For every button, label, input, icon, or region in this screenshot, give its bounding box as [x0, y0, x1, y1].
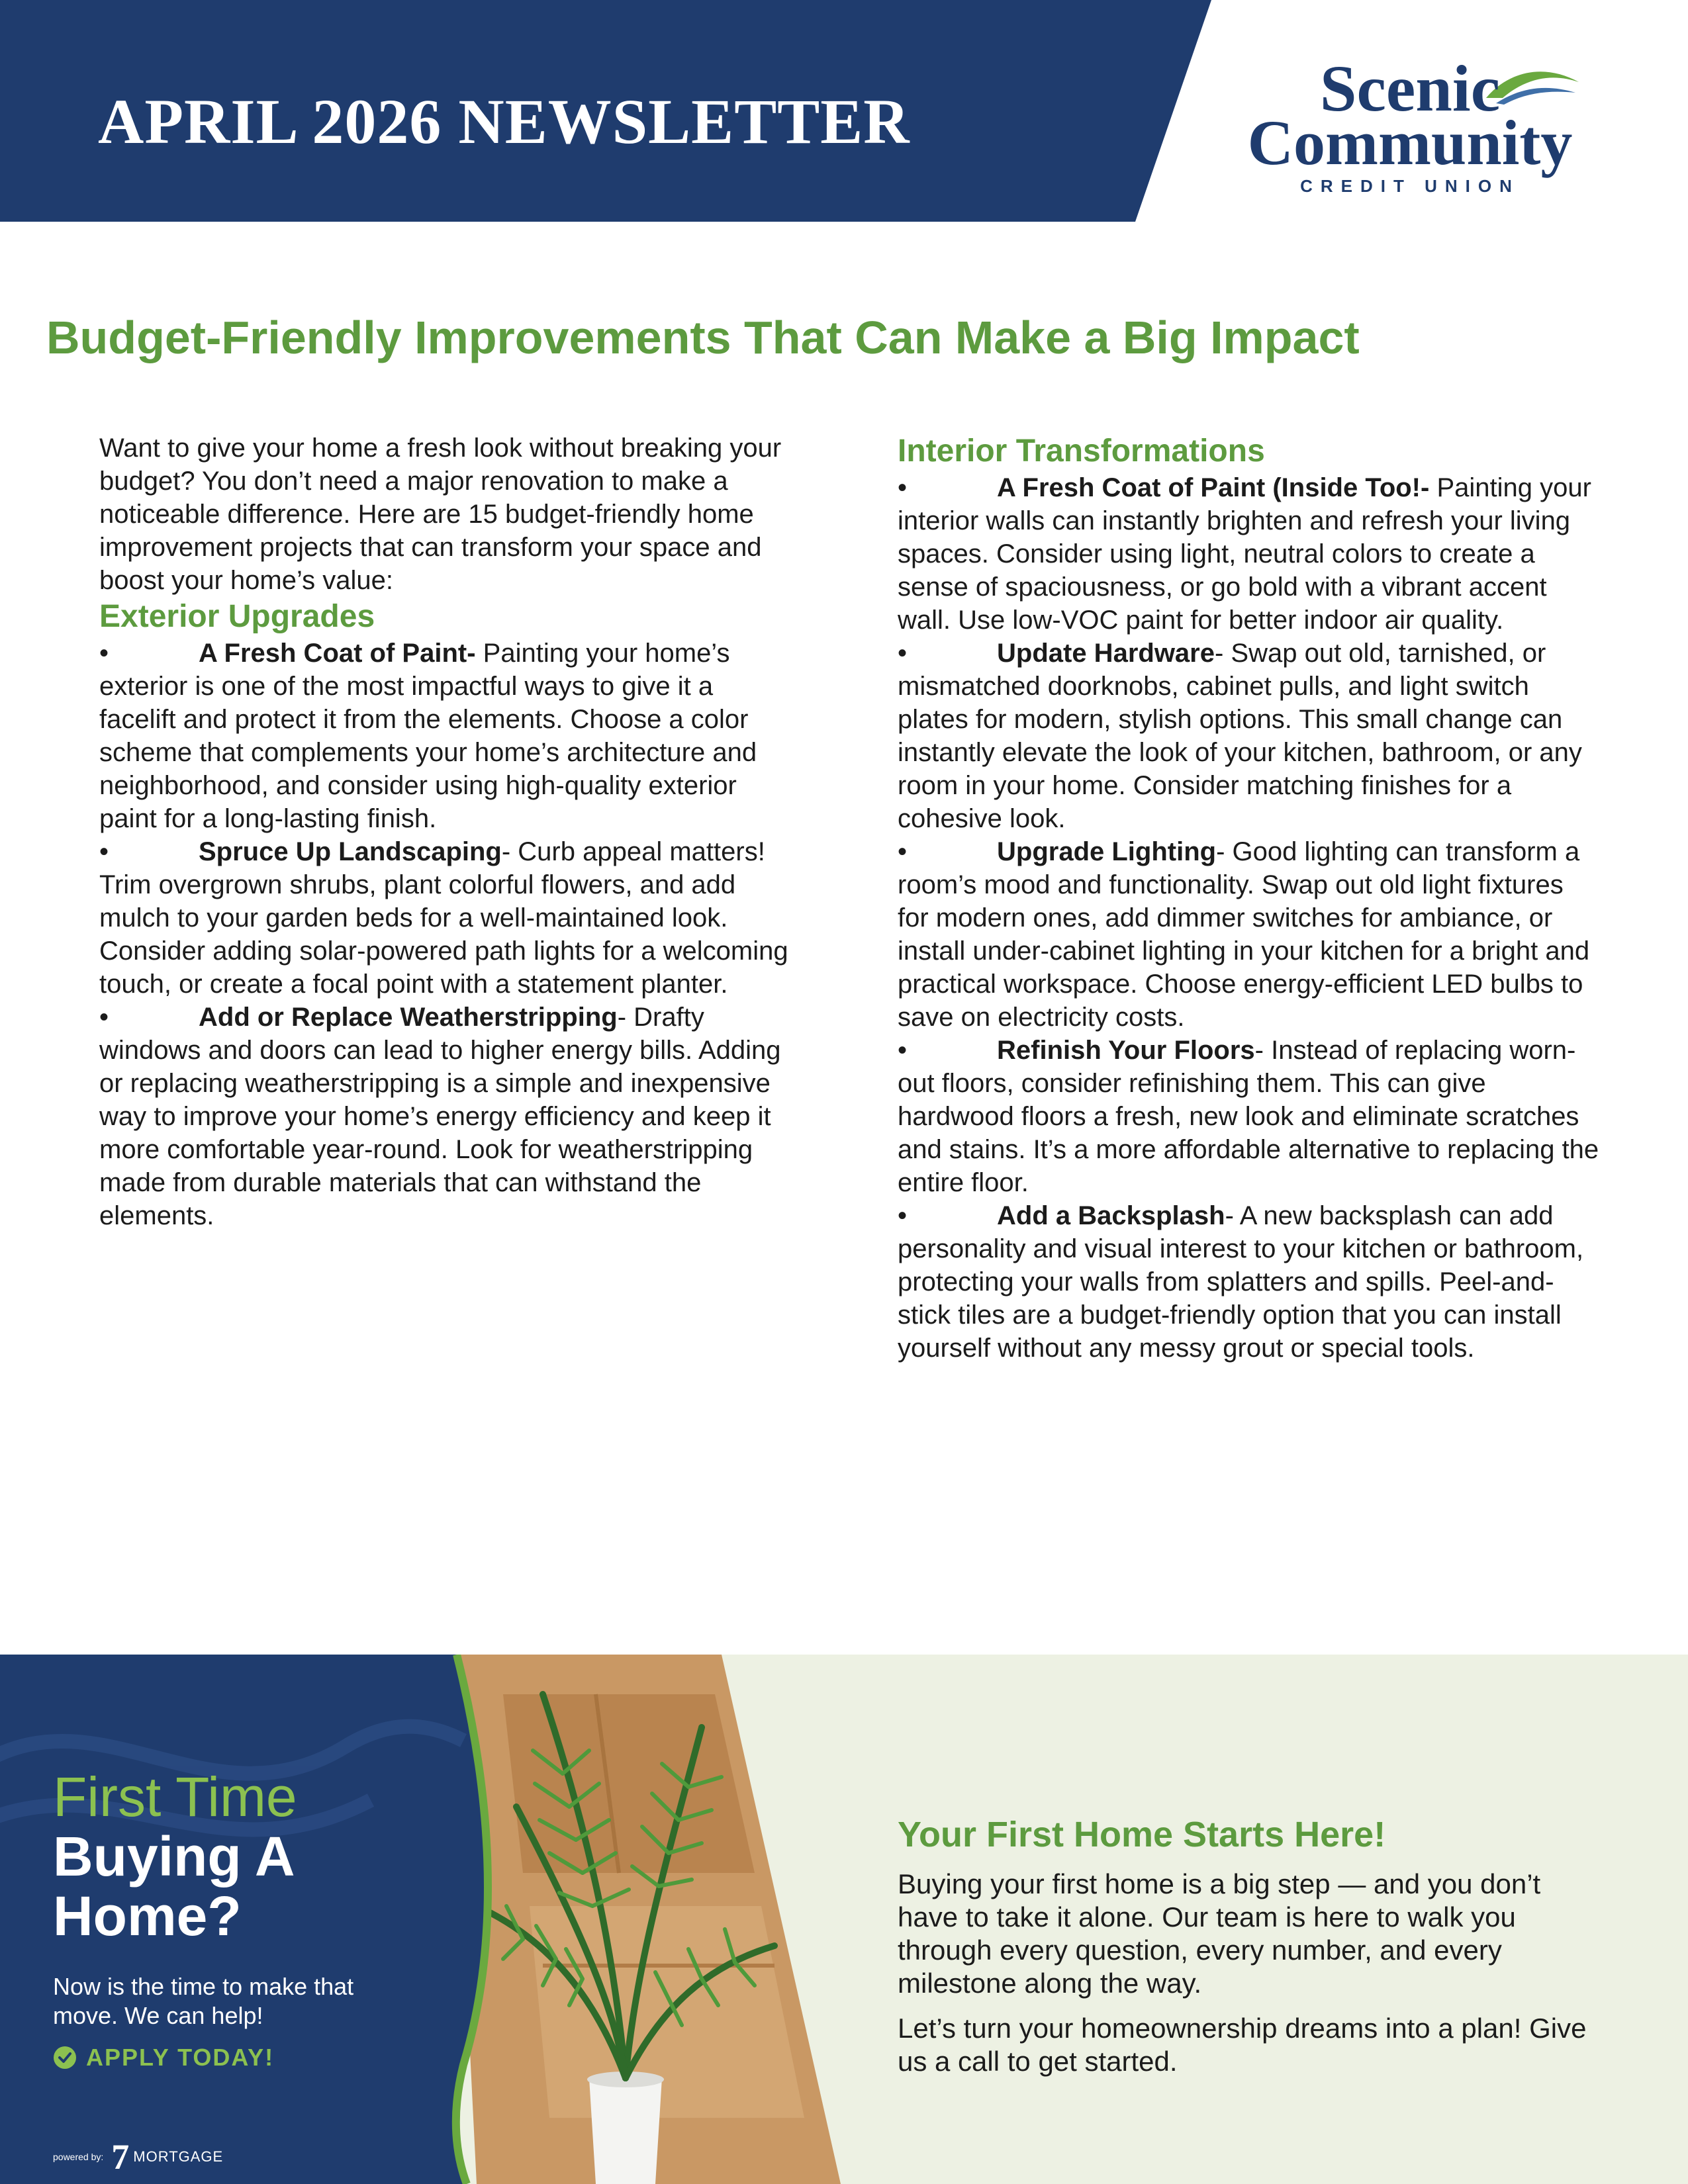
- bullet-icon: •: [898, 473, 908, 502]
- item-text: - Swap out old, tarnished, or mismatched doorknobs, cabinet pulls, and light switch plates for modern, stylish options. This small change can instantly elevate the look of your kitchen, bathroom, or any room in your home. Consider matching finishes for a cohesive look.: [898, 639, 1582, 833]
- item-text: - Good lighting can transform a room’s mood and functionality. Swap out old light fixtures for modern ones, add dimmer switches for ambiance, or install under-cabinet lighting in your kitchen for a bright and practical workspace. Choose energy-efficient LED bulbs to save on electricity costs.: [898, 837, 1590, 1032]
- powered-by-mortgage: [53, 2139, 223, 2175]
- list-item: [99, 835, 794, 1001]
- left-column: [99, 432, 794, 1232]
- bullet-icon: •: [898, 837, 908, 866]
- first-home-paragraph-1: Buying your first home is a big step — and you don’t have to take it alone. Our team is here to walk you through every question, every number, and every milestone along the way.: [898, 1868, 1541, 1999]
- list-item: [898, 1199, 1599, 1365]
- logo-line-credit-union: CREDIT UNION: [1300, 176, 1520, 196]
- bullet-icon: •: [99, 639, 109, 668]
- list-item: [898, 471, 1599, 637]
- bullet-icon: •: [898, 639, 908, 668]
- intro-paragraph: Want to give your home a fresh look without breaking your budget? You don’t need a major renovation to make a noticeable difference. Here are 15 budget-friendly home improvement projects that can transform your space and boost your home’s value:: [99, 433, 782, 595]
- list-item: [898, 637, 1599, 835]
- bullet-icon: •: [898, 1036, 908, 1065]
- item-title: A Fresh Coat of Paint-: [199, 639, 476, 668]
- item-text: - Drafty windows and doors can lead to higher energy bills. Adding or replacing weatherstripping is a simple and inexpensive way to improve your home’s energy efficiency and keep it more comfortable year-round. Look for weatherstripping made from durable materials that can withstand the elements.: [99, 1003, 781, 1230]
- logo-line-community: Community: [1247, 107, 1573, 178]
- banner-line-buying: Buying A: [53, 1825, 295, 1888]
- mortgage-logo-mark: 7: [111, 2137, 130, 2177]
- item-title: Upgrade Lighting: [997, 837, 1217, 866]
- mortgage-logo-text: MORTGAGE: [133, 2148, 224, 2165]
- apply-today-label: APPLY TODAY!: [86, 2044, 275, 2071]
- right-column: [898, 432, 1599, 1365]
- item-title: Refinish Your Floors: [997, 1036, 1255, 1065]
- item-text: - Instead of replacing worn-out floors, consider refinishing them. This can give hardwood floors a fresh, new look and eliminate scratches and stains. It’s a more affordable alternative to replacing the entire floor.: [898, 1036, 1599, 1197]
- item-text: - A new backsplash can add personality and visual interest to your kitchen or bathroom, protecting your walls from splatters and spills. Peel-and-stick tiles are a budget-friendly option that you can install yourself without any messy grout or special tools.: [898, 1201, 1584, 1363]
- banner-headline: [53, 1767, 463, 2030]
- item-text: - Curb appeal matters! Trim overgrown shrubs, plant colorful flowers, and add mulch to your garden beds for a well-maintained look. Consider adding solar-powered path lights for a welcoming touch, or create a focal point with a statement planter.: [99, 837, 788, 999]
- banner-subtext: Now is the time to make that move. We can help!: [53, 1973, 354, 2029]
- newsletter-title: APRIL 2026 NEWSLETTER: [98, 86, 910, 157]
- list-item: [898, 1034, 1599, 1199]
- first-home-section: [898, 1813, 1599, 2090]
- section-title-exterior: Exterior Upgrades: [99, 599, 375, 634]
- item-text: Painting your home’s exterior is one of the most impactful ways to give it a facelift and protect it from the elements. Choose a color scheme that complements your home’s architecture and neighborhood, and consider using high-quality exterior paint for a long-lasting finish.: [99, 639, 757, 833]
- powered-by-label: powered by:: [53, 2152, 104, 2162]
- item-title: Add a Backsplash: [997, 1201, 1225, 1230]
- banner-line-home: Home?: [53, 1885, 242, 1947]
- list-item: [898, 835, 1599, 1034]
- first-home-paragraph-2: Let’s turn your homeownership dreams into a plan! Give us a call to get started.: [898, 2013, 1587, 2077]
- section-title-interior: Interior Transformations: [898, 433, 1265, 469]
- main-heading: Budget-Friendly Improvements That Can Make a Big Impact: [46, 312, 1360, 363]
- logo-line-scenic: Scenic: [1319, 52, 1501, 125]
- list-item: [99, 1001, 794, 1232]
- bullet-icon: •: [898, 1201, 908, 1230]
- apply-today-link[interactable]: [53, 2044, 274, 2071]
- check-circle-icon: [53, 2046, 77, 2070]
- item-title: Spruce Up Landscaping: [199, 837, 502, 866]
- banner-line-first-time: First Time: [53, 1766, 297, 1828]
- item-text: Painting your interior walls can instantly brighten and refresh your living spaces. Consider using light, neutral colors to create a sense of spaciousness, or go bold with a vibrant accent wall. Use low-VOC paint for better indoor air quality.: [898, 473, 1591, 635]
- scenic-community-logo: [1238, 52, 1595, 199]
- item-title: Update Hardware: [997, 639, 1215, 668]
- bullet-icon: •: [99, 1003, 109, 1032]
- item-title: A Fresh Coat of Paint (Inside Too!-: [997, 473, 1430, 502]
- first-home-title: Your First Home Starts Here!: [898, 1815, 1386, 1854]
- list-item: [99, 637, 794, 835]
- bullet-icon: •: [99, 837, 109, 866]
- item-title: Add or Replace Weatherstripping: [199, 1003, 618, 1032]
